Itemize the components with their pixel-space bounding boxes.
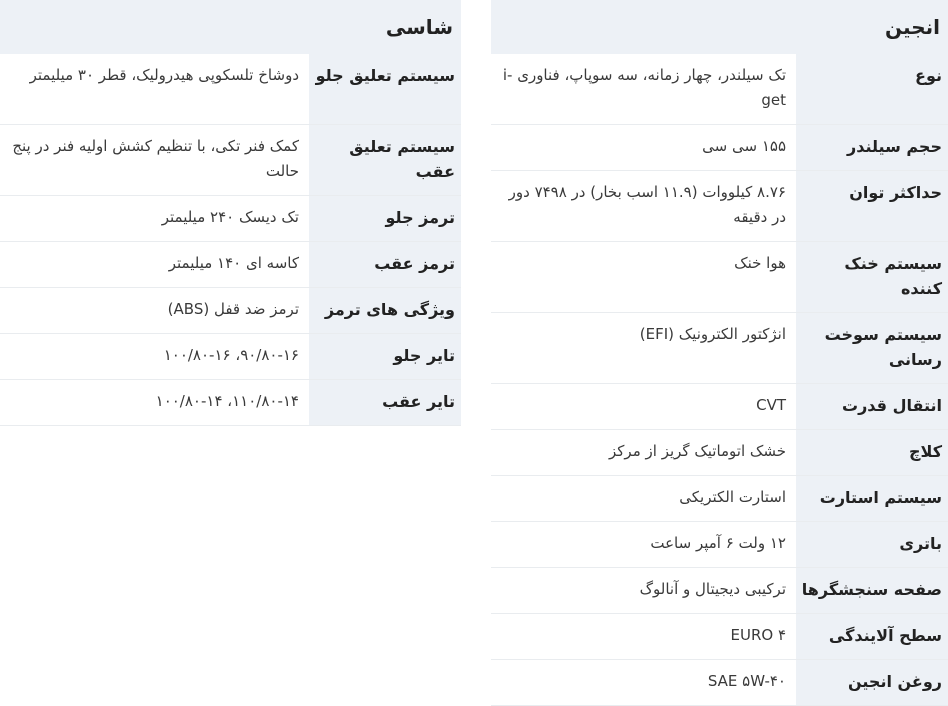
- spec-value: تک دیسک ۲۴۰ میلیمتر: [161, 208, 299, 226]
- table-row: [0, 380, 461, 426]
- table-row: [491, 614, 948, 660]
- table-row: [0, 242, 461, 288]
- table-row: [0, 196, 461, 242]
- table-row: [491, 125, 948, 171]
- table-row: [491, 476, 948, 522]
- table-row: [0, 125, 461, 196]
- table-row: [491, 171, 948, 242]
- spec-label: حجم سیلندر: [796, 125, 948, 170]
- spec-value: EURO ۴: [730, 626, 786, 644]
- table-row: [0, 334, 461, 380]
- spec-value: SAE ۵W-۴۰: [707, 672, 786, 690]
- table-row: [491, 430, 948, 476]
- spec-label: سیستم استارت: [796, 476, 948, 521]
- spec-label: نوع: [796, 54, 948, 124]
- table-row: [491, 660, 948, 706]
- spec-label: ویژگی های ترمز: [309, 288, 461, 333]
- table-row: [491, 568, 948, 614]
- spec-value: ۱۵۵ سی سی: [702, 137, 786, 155]
- spec-value: ۸.۷۶ کیلووات (۱۱.۹ اسب بخار) در ۷۴۹۸ دور در دقیقه: [508, 183, 786, 226]
- engine-spec-table: [491, 0, 948, 706]
- table-row: [491, 522, 948, 568]
- spec-label: سیستم تعلیق عقب: [309, 125, 461, 195]
- spec-value: کاسه ای ۱۴۰ میلیمتر: [168, 254, 299, 272]
- spec-value: CVT: [756, 396, 786, 414]
- spec-value: تک سیلندر، چهار زمانه، سه سوپاپ، فناوری i-get: [502, 66, 786, 109]
- spec-value: ۱۱۰/۸۰-۱۴، ۱۰۰/۸۰-۱۴: [155, 392, 299, 410]
- chassis-section-title: شاسی: [0, 0, 461, 54]
- table-row: [491, 242, 948, 313]
- spec-label: ترمز جلو: [309, 196, 461, 241]
- table-row: [491, 384, 948, 430]
- table-row: [0, 54, 461, 125]
- table-row: [491, 313, 948, 384]
- spec-value: ترمز ضد قفل (ABS): [167, 300, 299, 318]
- spec-value: ترکیبی دیجیتال و آنالوگ: [639, 580, 786, 598]
- spec-label: تایر عقب: [309, 380, 461, 425]
- spec-value: ۱۲ ولت ۶ آمپر ساعت: [650, 534, 786, 552]
- spec-label: سیستم خنک کننده: [796, 242, 948, 312]
- spec-label: ترمز عقب: [309, 242, 461, 287]
- spec-label: سیستم سوخت رسانی: [796, 313, 948, 383]
- spec-value: خشک اتوماتیک گریز از مرکز: [609, 442, 786, 460]
- table-row: [0, 288, 461, 334]
- spec-label: سطح آلایندگی: [796, 614, 948, 659]
- spec-value: استارت الکتریکی: [679, 488, 786, 506]
- spec-value: دوشاخ تلسکوپی هیدرولیک، قطر ۳۰ میلیمتر: [29, 66, 299, 84]
- spec-label: باتری: [796, 522, 948, 567]
- spec-value: هوا خنک: [734, 254, 786, 272]
- spec-label: روغن انجین: [796, 660, 948, 705]
- spec-label: انتقال قدرت: [796, 384, 948, 429]
- engine-section-title: انجین: [491, 0, 948, 54]
- spec-value: کمک فنر تکی، با تنظیم کشش اولیه فنر در پنج حالت: [12, 137, 299, 180]
- chassis-spec-table: [0, 0, 461, 426]
- spec-label: صفحه سنجشگرها: [796, 568, 948, 613]
- spec-label: کلاچ: [796, 430, 948, 475]
- spec-label: حداکثر توان: [796, 171, 948, 241]
- spec-value: انژکتور الکترونیک (EFI): [639, 325, 786, 343]
- spec-label: تایر جلو: [309, 334, 461, 379]
- spec-label: سیستم تعلیق جلو: [309, 54, 461, 124]
- table-row: [491, 54, 948, 125]
- spec-value: ۹۰/۸۰-۱۶، ۱۰۰/۸۰-۱۶: [163, 346, 299, 364]
